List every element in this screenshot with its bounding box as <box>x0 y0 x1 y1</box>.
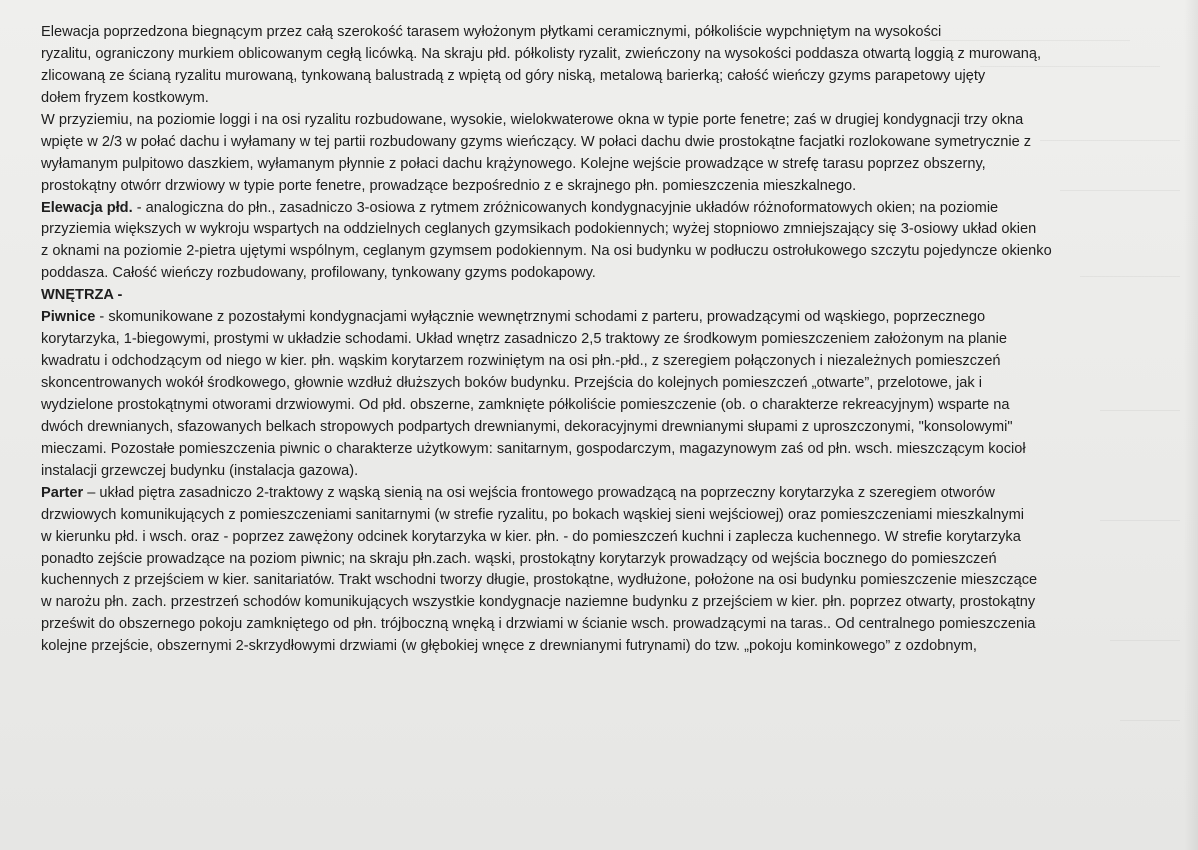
text-line: W przyziemiu, na poziomie loggi i na osi ryzalitu rozbudowane, wysokie, wielokwaterowe okna w typie porte fenetre; zaś w drugiej kondygnacji trzy okna <box>41 111 1024 128</box>
text-line: Elewacja poprzedzona biegnącym przez całą szerokość tarasem wyłożonym płytkami ceramicznymi, półkoliście wypchniętym na wysokości <box>41 24 942 40</box>
section-heading: Parter <box>41 484 84 501</box>
text-line: prostokątny otwórr drzwiowy w typie porte fenetre, prowadzące bezpośrednio z e skrajnego płn. pomieszczenia mieszkalnego. <box>41 177 857 194</box>
section-heading: WNĘTRZA - <box>41 287 123 304</box>
text-line: ponadto zejście prowadzące na poziom piwnic; na skraju płn.zach. wąski, prostokątny korytarzyk prowadzący od wejścia bocznego do pomieszczeń <box>41 550 997 567</box>
text-line: korytarzyka, 1-biegowymi, prostymi w układzie schodami. Układ wnętrz zasadniczo 2,5 traktowy ze środkowym pomieszczeniem założonym na planie <box>41 331 1008 348</box>
text-line: w kierunku płd. i wsch. oraz - poprzez zawężony odcinek korytarzyka w kier. płn. - do pomieszczeń kuchni i zaplecza kuchennego. W strefie korytarzyka <box>41 528 1021 545</box>
text-line: wydzielone prostokątnymi otworami drzwiowymi. Od płd. obszerne, zamknięte półkoliście pomieszczenie (ob. o charakterze rekreacyjnym) wsparte na <box>41 396 1010 413</box>
text-line: z oknami na poziomie 2-pietra ujętymi wspólnym, ceglanym gzymsem podokiennym. Na osi budynku w podłuczu ostrołukowego szczytu pojedyncze okienko <box>41 243 1052 260</box>
section-heading: Elewacja płd. <box>41 199 133 216</box>
text-line: zlicowaną ze ścianą ryzalitu murowaną, tynkowaną balustradą z wpiętą od góry niską, metalową barierką; całość wieńczy gzyms parapetowy ujęty <box>41 67 986 84</box>
text-line <box>41 285 1176 307</box>
text-line: drzwiowych komunikujących z pomieszczeniami sanitarnymi (w strefie ryzalitu, po bokach wąskiej sieni wejściowej) oraz pomieszczeniami mieszkalnymi <box>41 506 1024 523</box>
text-line: dwóch drewnianych, sfazowanych belkach stropowych podpartych drewnianymi, dekoracyjnymi drewnianymi słupami z uproszczonymi, "konsolowymi" <box>41 418 1013 435</box>
text-line: kwadratu i odchodzącym od niego w kier. płn. wąskim korytarzem rozwiniętym na osi płn.-płd., z szeregiem połączonych i niezależnych pomieszczeń <box>41 353 1001 370</box>
text-line: Parter – układ piętra zasadniczo 2-traktowy z wąską sienią na osi wejścia frontowego prowadzącą na poprzeczny korytarzyka z szeregiem otworów <box>41 484 995 501</box>
text-line: przyziemia większych w wykroju wspartych na oddzielnych ceglanych gzymsikach podokiennych; wyżej stopniowo zmniejszający się 3-osiowy układ okien <box>41 221 1037 238</box>
text-line: dołem fryzem kostkowym. <box>41 89 209 106</box>
text-line: skoncentrowanych wokół środkowego, głownie wzdłuż dłuższych boków budynku. Przejścia do kolejnych pomieszczeń „otwarte”, przelotowe, jak i <box>41 375 982 391</box>
text-line: Elewacja płd. - analogiczna do płn., zasadniczo 3-osiowa z rytmem zróżnicowanych kondygnacyjnie układów różnoformatowych okien; na poziomie <box>41 199 999 216</box>
section-heading: Piwnice <box>41 309 96 326</box>
text-line: w narożu płn. zach. przestrzeń schodów komunikujących wszystkie kondygnacje naziemne budynku z przejściem w kier. płn. poprzez otwarty, prostokątny <box>41 594 1036 611</box>
text-line: Piwnice - skomunikowane z pozostałymi kondygnacjami wyłącznie wewnętrznymi schodami z parteru, prowadzącymi od wąskiego, poprzecznego <box>41 309 986 326</box>
text-line: wpięte w 2/3 w połać dachu i wyłamany w tej partii rozbudowany gzyms wieńczący. W połaci dachu dwie prostokątne facjatki rozlokowane symetrycznie z <box>41 133 1032 150</box>
text-line: kuchennych z przejściem w kier. sanitariatów. Trakt wschodni tworzy długie, prostokątne, wydłużone, położone na osi budynku pomieszczenie mieszczące <box>41 572 1038 589</box>
text-line: instalacji grzewczej budynku (instalacja gazowa). <box>41 462 359 479</box>
text-line: kolejne przejście, obszernymi 2-skrzydłowymi drzwiami (w głębokiej wnęce z drewnianymi futrynami) do tzw. „pokoju kominkowego” z ozdobnym, <box>41 638 977 655</box>
text-line: mieczami. Pozostałe pomieszczenia piwnic o charakterze użytkowym: sanitarnym, gospodarczym, magazynowym zaś od płn. wsch. mieszczącym kocioł <box>41 440 1026 457</box>
page-edge-shadow <box>1184 0 1198 850</box>
text-line: wyłamanym pulpitowo daszkiem, wyłamanym płynnie z połaci dachu krążynowego. Kolejne wejście prowadzące w strefę tarasu poprzez obszerny, <box>41 155 986 172</box>
document-body <box>41 22 1176 658</box>
text-line: ryzalitu, ograniczony murkiem oblicowanym cegłą licówką. Na skraju płd. półkolisty ryzalit, zwieńczony na wysokości poddasza otwartą loggią z murowaną, <box>41 45 1042 62</box>
text-line: poddasza. Całość wieńczy rozbudowany, profilowany, tynkowany gzyms podokapowy. <box>41 265 596 282</box>
text-line: prześwit do obszernego pokoju zamkniętego od płn. trójboczną wnęką i drzwiami w ścianie wsch. prowadzącymi na taras.. Od centralnego pomieszczenia <box>41 616 1036 633</box>
